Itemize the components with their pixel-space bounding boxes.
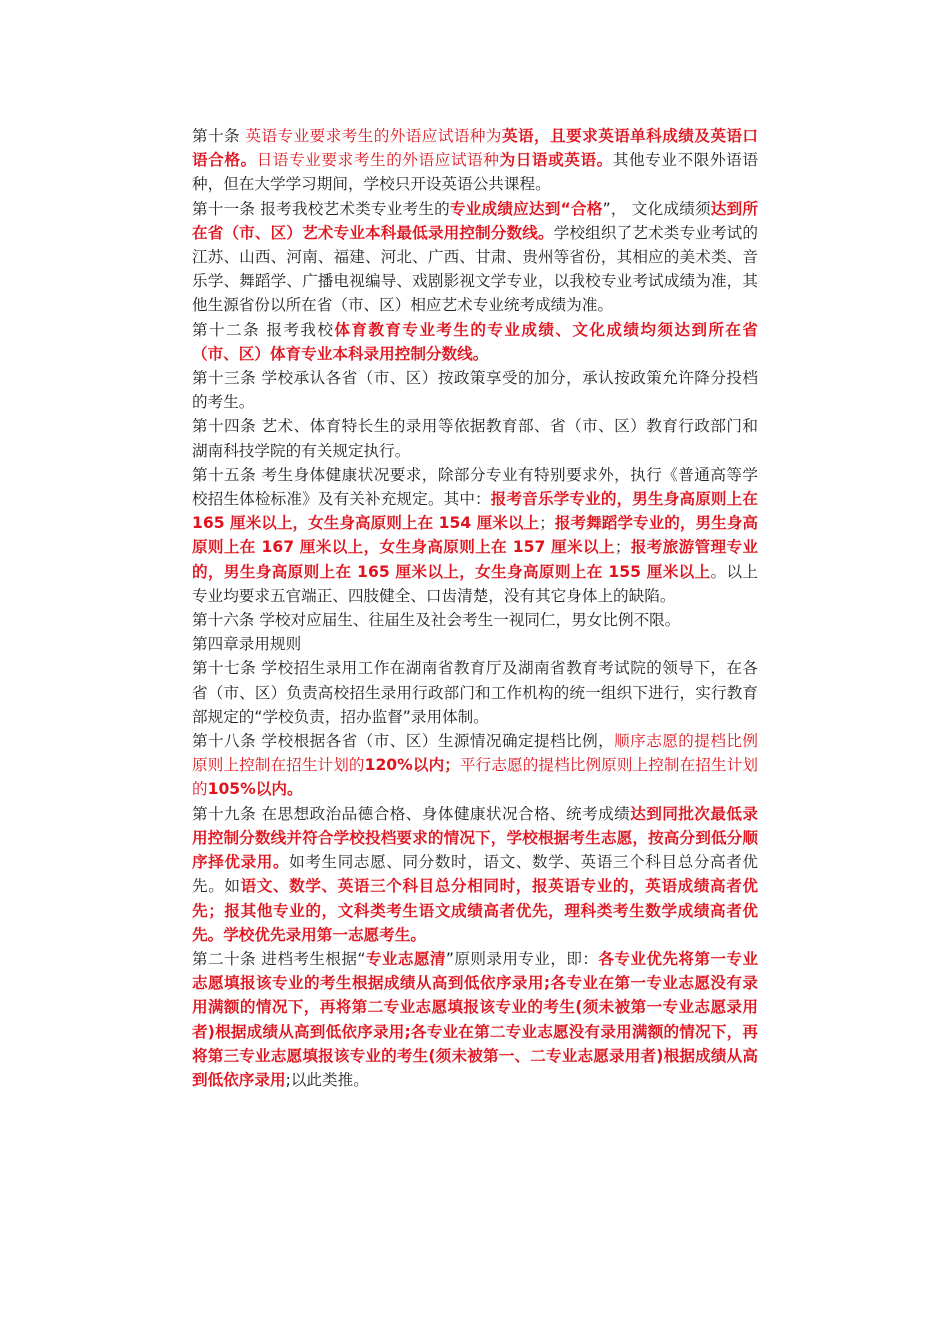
text-segment: 第四章录用规则 xyxy=(192,635,302,654)
text-segment: ； xyxy=(614,538,631,557)
chapter-4-heading xyxy=(192,632,758,656)
text-segment: 达到所在省（市、区）艺术专业本科最低录用控制分数线。 xyxy=(192,199,758,242)
article-18 xyxy=(192,729,758,802)
text-segment: 其他专业不限外语语种，但在大学学习期间，学校只开设英语公共课程。 xyxy=(192,151,758,194)
text-segment: 专业成绩应达到“合格 xyxy=(449,199,603,218)
article-12 xyxy=(192,318,758,366)
text-segment: 第十九条 在思想政治品德合格、身体健康状况合格、统考成绩 xyxy=(192,804,631,823)
text-segment: ； xyxy=(539,514,555,533)
article-11 xyxy=(192,197,758,318)
text-segment: 语文、数学、英语三个科目总分相同时，报英语专业的，英语成绩高者优先；报其他专业的，文科类考生语文成绩高者优先，理科类考生数学成绩高者优先。学校优先录用第一志愿考生。 xyxy=(192,877,758,944)
text-segment: 学校组织了艺术类专业考试的江苏、山西、河南、福建、河北、广西、甘肃、贵州等省份，其相应的美术类、音乐学、舞蹈学、广播电视编导、戏剧影视文学专业，以我校专业考试成绩为准，其他生源省份以所在省（市、区）相应艺术专业统考成绩为准。 xyxy=(192,223,758,315)
text-segment: ”原则录用专业，即： xyxy=(445,949,599,968)
document-page xyxy=(192,124,758,1092)
text-segment: 英语专业要求考生的外语应试语种为 xyxy=(245,127,502,145)
text-segment: 第二十条 进档考生根据“ xyxy=(192,949,366,968)
text-segment: ”， 文化成绩须 xyxy=(602,199,711,218)
text-segment: 第十三条 学校承认各省（市、区）按政策享受的加分，承认按政策允许降分投档的考生。 xyxy=(192,369,758,412)
article-13 xyxy=(192,366,758,414)
article-15 xyxy=(192,463,758,608)
text-segment: 105%以内。 xyxy=(207,780,303,799)
text-segment: 为日语或英语。 xyxy=(499,151,613,170)
text-segment: 第十七条 学校招生录用工作在湖南省教育厅及湖南省教育考试院的领导下，在各省（市、区）负责高校招生录用行政部门和工作机构的统一组织下进行，实行教育部规定的“学校负责，招办监督”录用体制。 xyxy=(192,659,758,726)
text-segment: 平行志愿的提档比例原则上控制在招生计划的 xyxy=(192,756,758,799)
article-16 xyxy=(192,608,758,632)
text-segment: 。以上专业均要求五官端正、四肢健全、口齿清楚，没有其它身体上的缺陷。 xyxy=(192,562,758,605)
article-14 xyxy=(192,414,758,462)
text-segment: 日语专业要求考生的外语应试语种 xyxy=(256,151,500,170)
text-segment: ;以此类推。 xyxy=(285,1070,369,1089)
text-segment: 第十二条 报考我校 xyxy=(192,320,335,339)
text-segment: 顺序志愿的提档比例原则上控制在招生计划的 xyxy=(192,732,758,775)
text-segment: 第十六条 学校对应届生、往届生及社会考生一视同仁，男女比例不限。 xyxy=(192,611,681,630)
text-segment: 英语，且要求英语单科成绩及英语口语合格。 xyxy=(192,127,758,170)
text-segment: 第十一条 报考我校艺术类专业考生的 xyxy=(192,199,450,218)
text-segment: 如考生同志愿、同分数时，语文、数学、英语三个科目总分高者优先。如 xyxy=(192,853,758,896)
article-10 xyxy=(192,124,758,197)
article-19 xyxy=(192,802,758,947)
text-segment: 120%以内； xyxy=(364,756,460,775)
text-segment: 报考舞蹈学专业的，男生身高原则上在 167 厘米以上，女生身高原则上在 157 厘米以上 xyxy=(192,514,758,557)
text-segment: 报考旅游管理专业的，男生身高原则上在 165 厘米以上，女生身高原则上在 155 厘米以上 xyxy=(192,538,758,581)
text-segment: 专业志愿清 xyxy=(365,949,446,968)
text-segment: 达到同批次最低录用控制分数线并符合学校投档要求的情况下，学校根据考生志愿，按高分到低分顺序择优录用。 xyxy=(192,804,758,872)
text-segment: 第十条 xyxy=(192,127,246,145)
article-20 xyxy=(192,947,758,1092)
text-segment: 第十五条 考生身体健康状况要求，除部分专业有特别要求外，执行《普通高等学校招生体检标准》及有关补充规定。其中： xyxy=(192,465,758,509)
text-segment: 体育教育专业考生的专业成绩、文化成绩均须达到所在省（市、区）体育专业本科录用控制分数线。 xyxy=(192,320,758,363)
text-segment: 报考音乐学专业的，男生身高原则上在 165 厘米以上，女生身高原则上在 154 厘米以上 xyxy=(192,490,758,533)
text-segment: 第十四条 艺术、体育特长生的录用等依据教育部、省（市、区）教育行政部门和湖南科技学院的有关规定执行。 xyxy=(192,417,758,460)
article-17 xyxy=(192,656,758,729)
text-segment: 各专业优先将第一专业志愿填报该专业的考生根据成绩从高到低依序录用;各专业在第一专业志愿没有录用满额的情况下，再将第二专业志愿填报该专业的考生(须未被第一专业志愿录用者)根据成绩从高到低依序录用;各专业在第二专业志愿没有录用满额的情况下，再将第三专业志愿填报该专业的考生(须未被第一、二专业志愿录用者)根据成绩从高到低依序录用 xyxy=(192,949,758,1089)
text-segment: 第十八条 学校根据各省（市、区）生源情况确定提档比例， xyxy=(192,732,615,751)
